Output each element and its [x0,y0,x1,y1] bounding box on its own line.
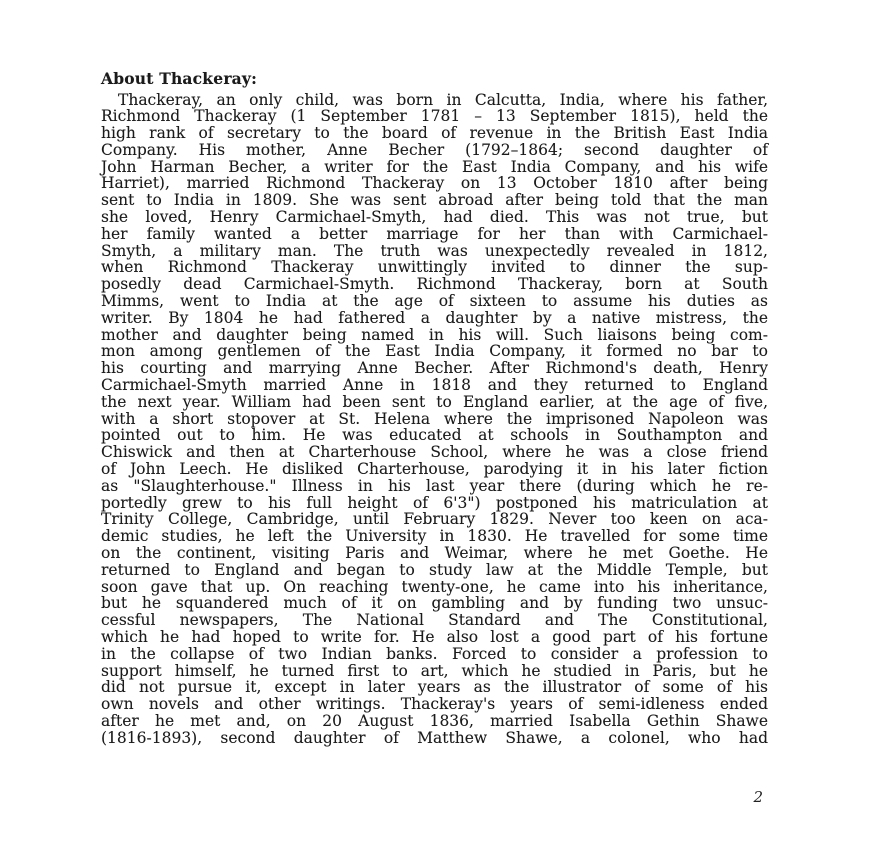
paragraph-line: when Richmond Thackeray unwittingly invited to dinner the sup- [101,258,768,277]
paragraph-line: after he met and, on 20 August 1836, married Isabella Gethin Shawe [101,711,768,730]
paragraph-line: pointed out to him. He was educated at schools in Southampton and [101,426,768,445]
paragraph-line: of John Leech. He disliked Charterhouse, parodying it in his later fiction [101,460,768,479]
paragraph-line: Harriet), married Richmond Thackeray on 13 October 1810 after being [101,174,768,193]
paragraph-line: sent to India in 1809. She was sent abroad after being told that the man [101,191,768,210]
paragraph-line: Chiswick and then at Charterhouse School, where he was a close friend [101,443,768,462]
paragraph-line: mother and daughter being named in his will. Such liaisons being com- [101,325,768,344]
paragraph-line: but he squandered much of it on gambling and by funding two unsuc- [101,594,768,613]
paragraph-line: support himself, he turned first to art, which he studied in Paris, but he [101,661,768,680]
paragraph-line: Richmond Thackeray (1 September 1781 – 13 September 1815), held the [101,107,768,126]
paragraph-line: writer. By 1804 he had fathered a daughter by a native mistress, the [101,308,768,327]
paragraph-line: her family wanted a better marriage for her than with Carmichael- [101,224,768,243]
paragraph-line: Company. His mother, Anne Becher (1792–1864; second daughter of [101,140,768,159]
paragraph-line: returned to England and began to study law at the Middle Temple, but [101,560,768,579]
paragraph-line: own novels and other writings. Thackeray's years of semi-idleness ended [101,695,768,714]
paragraph-line: which he had hoped to write for. He also lost a good part of his fortune [101,628,768,646]
paragraph-line: she loved, Henry Carmichael-Smyth, had died. This was not true, but [101,208,768,227]
paragraph-line: portedly grew to his full height of 6'3") postponed his matriculation at [101,493,768,512]
section-heading: About Thackeray: [101,69,258,88]
paragraph-line: the next year. William had been sent to England earlier, at the age of five, [101,392,768,411]
paragraph-line: in the collapse of two Indian banks. Forced to consider a profession to [101,644,768,663]
paragraph-line: high rank of secretary to the board of revenue in the British East India [101,124,768,143]
paragraph-line: soon gave that up. On reaching twenty-one, he came into his inheritance, [101,577,768,596]
paragraph-line: as "Slaughterhouse." Illness in his last year there (during which he re- [101,476,768,495]
paragraph-line: posedly dead Carmichael-Smyth. Richmond Thackeray, born at South [101,275,768,294]
paragraph-line: demic studies, he left the University in 1830. He travelled for some time [101,527,768,546]
text-block [101,70,768,747]
paragraph-line: (1816-1893), second daughter of Matthew Shawe, a colonel, who had [101,728,768,747]
paragraph-line: did not pursue it, except in later years as the illustrator of some of his [101,678,768,697]
paragraph-line: Carmichael-Smyth married Anne in 1818 and they returned to England [101,376,768,395]
paragraph-line: Smyth, a military man. The truth was unexpectedly revealed in 1812, [101,241,768,260]
paragraph-line: Mimms, went to India at the age of sixteen to assume his duties as [101,292,768,311]
paragraph-line: on the continent, visiting Paris and Weimar, where he met Goethe. He [101,544,768,563]
paragraph-line: his courting and marrying Anne Becher. After Richmond's death, Henry [101,359,768,378]
paragraph-line: Trinity College, Cambridge, until February 1829. Never too keen on aca- [101,510,768,529]
paragraph-line: with a short stopover at St. Helena where the imprisoned Napoleon was [101,409,768,428]
paragraph-line: mon among gentlemen of the East India Company, it formed no bar to [101,342,768,361]
paragraph-line: John Harman Becher, a writer for the East India Company, and his wife [101,157,768,176]
paragraph [101,92,768,747]
paragraph-line: cessful newspapers, The National Standard and The Constitutional, [101,611,768,630]
paragraph-line: Thackeray, an only child, was born in Calcutta, India, where his father, [118,90,768,109]
page-number: 2 [753,788,763,806]
